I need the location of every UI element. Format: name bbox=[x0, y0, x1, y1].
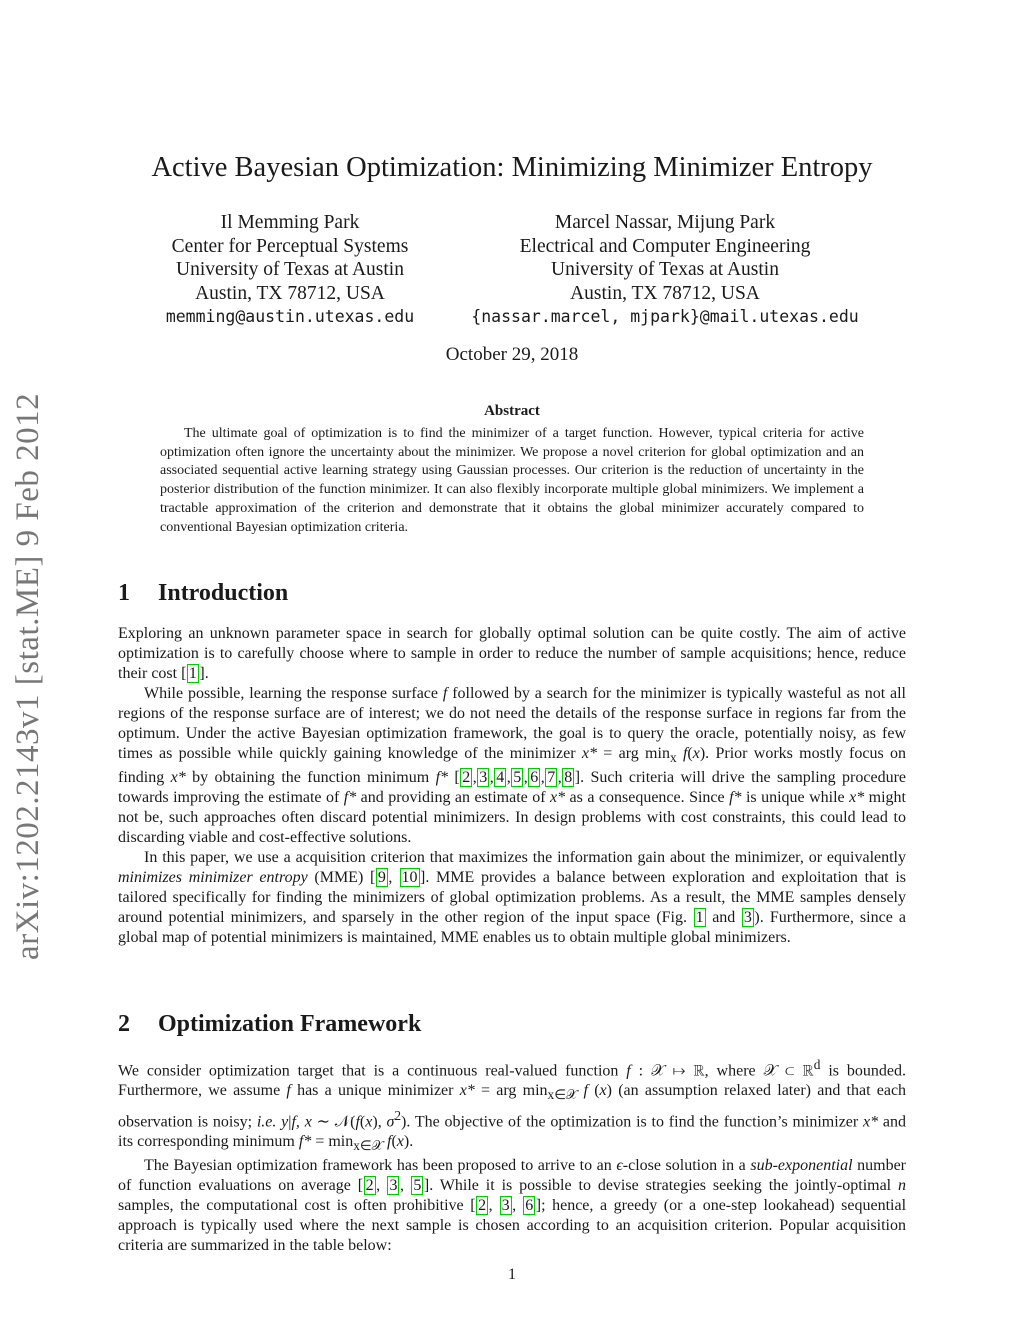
math-or-emphasis: x* bbox=[581, 745, 597, 762]
author-address: Austin, TX 78712, USA bbox=[195, 282, 385, 304]
subscript: x bbox=[669, 750, 677, 766]
superscript: 2 bbox=[394, 1107, 402, 1123]
author-department: Electrical and Computer Engineering bbox=[519, 235, 811, 257]
paragraph: We consider optimization target that is a continuous real-valued function f : 𝒳 ↦ ℝ, where 𝒳 ⊂ ℝ$^d$ is bounded. Furthermore, we assume f has a unique minimizer x* = arg $\min_{x\in 𝒳} f$ (x) (an assumption relaxed later) and that each observation is noisy; i.e. y|f, x ∼ 𝒩(f(x), $\sigma^2$). The objective of the optimization is to find the function’s minimizer x* and its corresponding minimum $f* = \min_{x\in 𝒳} f(x)$. bbox=[118, 1057, 907, 1154]
paper-date: October 29, 2018 bbox=[445, 344, 579, 365]
abstract-heading: Abstract bbox=[484, 403, 540, 419]
subscript: x∈𝒳 bbox=[547, 1087, 578, 1103]
citation-link[interactable]: 2 bbox=[365, 1177, 374, 1195]
author-block-2 bbox=[440, 211, 890, 329]
math-or-emphasis: f bbox=[355, 1112, 360, 1130]
math-or-emphasis: x* bbox=[459, 1082, 475, 1100]
author-university: University of Texas at Austin bbox=[176, 259, 404, 281]
math-or-emphasis: x* bbox=[863, 1112, 879, 1130]
paragraph: While possible, learning the response surface f followed by a search for the minimizer is typically wasteful as not all regions of the response surface are of interest; we do not need the details of the response surface in regions far from the optimum. Under the active Bayesian optimization framework, the goal is to query the oracle, potentially noisy, as few times as possible while quickly gaining knowledge of the minimizer x* = arg $\min_x f(x)$. Prior works mostly focus on finding x* by obtaining the function minimum f* [ 2 , 3 , 4 , 5 , 6 , 7 , 8 ]. Such criteria will drive the sampling procedure towards improving the estimate of f* and providing an estimate of x* as a consequence. Since f* is unique while x* might not be, such approaches often discard potential minimizers. In design problems with cost constraints, this could lead to discarding viable and cost-effective solutions. bbox=[118, 685, 907, 847]
math-or-emphasis: f* bbox=[343, 789, 357, 807]
citation-link[interactable]: 2 bbox=[462, 769, 471, 787]
paragraph: The Bayesian optimization framework has been proposed to arrive to an ϵ-close solution in a sub-exponential number of function evaluations on average [ 2 , 3 , 5 ]. While it is possible to devise strategies seeking the jointly-optimal n samples, the computational cost is often prohibitive [ 2 , 3 , 6 ]; hence, a greedy (or a one-step lookahead) sequential approach is typically used where the next sample is chosen according to an acquisition criterion. Popular acquisition criteria are summarized in the table below: bbox=[118, 1157, 907, 1255]
citation-link[interactable]: 3 bbox=[501, 1197, 510, 1215]
math-or-emphasis: n bbox=[898, 1177, 907, 1195]
citation-link[interactable]: 2 bbox=[478, 1197, 487, 1215]
math-or-emphasis: ϵ bbox=[616, 1157, 623, 1175]
author-name: Il Memming Park bbox=[220, 212, 360, 233]
section-number: 2 bbox=[118, 1011, 130, 1037]
superscript: d bbox=[813, 1057, 821, 1072]
section-heading-introduction bbox=[118, 580, 288, 607]
citation-link[interactable]: 7 bbox=[547, 769, 556, 787]
subscript: x∈𝒳 bbox=[353, 1138, 383, 1154]
math-or-emphasis: f, x bbox=[291, 1112, 312, 1130]
page-number: 1 bbox=[508, 1266, 516, 1283]
math-or-emphasis: f* bbox=[729, 789, 742, 807]
math-or-emphasis: f* bbox=[435, 769, 449, 787]
math-or-emphasis: sub-exponential bbox=[750, 1157, 853, 1175]
section-title: Optimization Framework bbox=[158, 1011, 422, 1037]
math-or-emphasis: x* bbox=[170, 769, 186, 787]
math-or-emphasis: f bbox=[286, 1082, 291, 1100]
citation-link[interactable]: 5 bbox=[513, 769, 522, 787]
math-or-emphasis: f bbox=[626, 1062, 631, 1080]
citation-link[interactable]: 1 bbox=[188, 665, 197, 682]
author-university: University of Texas at Austin bbox=[551, 259, 779, 281]
math-or-emphasis: x bbox=[365, 1112, 373, 1130]
author-department: Center for Perceptual Systems bbox=[171, 235, 409, 257]
math-or-emphasis: y bbox=[281, 1112, 289, 1130]
citation-link[interactable]: 3 bbox=[743, 909, 752, 927]
paper-title: Active Bayesian Optimization: Minimizing Minimizer Entropy bbox=[151, 152, 873, 183]
arxiv-identifier-stamp: arXiv:1202.2143v1 [stat.ME] 9 Feb 2012 bbox=[10, 392, 46, 960]
math-or-emphasis: σ bbox=[386, 1112, 395, 1130]
citation-link[interactable]: 4 bbox=[496, 769, 505, 787]
citation-link[interactable]: 5 bbox=[413, 1177, 422, 1195]
citation-link[interactable]: 1 bbox=[695, 909, 704, 927]
author-name: Marcel Nassar, Mijung Park bbox=[554, 212, 776, 233]
citation-link[interactable]: 9 bbox=[377, 869, 386, 887]
abstract-text: The ultimate goal of optimization is to find the minimizer of a target function. However, typical criteria for active optimization often ignore the uncertainty about the minimizer. We propose a novel criterion for global optimization and an associated sequential active learning strategy using Gaussian processes. Our criterion is the reduction of uncertainty in the posterior distribution of the function minimizer. It can also flexibly incorporate multiple global minimizers. We implement a tractable approximation of the criterion and demonstrate that it obtains the global minimizer accurately compared to conventional Bayesian optimization criteria. bbox=[160, 426, 864, 535]
author-block-1 bbox=[130, 211, 450, 329]
author-email: {nassar.marcel, mjpark}@mail.utexas.edu bbox=[471, 307, 859, 327]
section-heading-optimization-framework bbox=[118, 1011, 421, 1038]
math-or-emphasis: x bbox=[692, 745, 700, 762]
section-body-optimization-framework bbox=[118, 1055, 906, 1256]
math-or-emphasis: f bbox=[442, 685, 448, 702]
math-or-emphasis: x* bbox=[550, 789, 566, 807]
section-number: 1 bbox=[118, 580, 130, 606]
math-or-emphasis: f* bbox=[298, 1132, 312, 1150]
citation-link[interactable]: 6 bbox=[525, 1197, 534, 1215]
math-or-emphasis: f bbox=[583, 1082, 588, 1100]
section-body-introduction bbox=[118, 624, 906, 948]
paragraph: Exploring an unknown parameter space in search for globally optimal solution can be quite costly. The aim of active optimization is to carefully choose where to sample in order to reduce the number of sample acquisitions; hence, reduce their cost [ 1 ]. bbox=[118, 625, 906, 682]
paragraph: In this paper, we use a acquisition criterion that maximizes the information gain about the minimizer, or equivalently minimizes minimizer entropy (MME) [ 9 , 10 ]. MME provides a balance between exploration and exploitation that is tailored specifically for finding the minimizers of global optimization problems. As a result, the MME samples densely around potential minimizers, and sparsely in the other region of the input space (Fig. 1 and 3 ). Furthermore, since a global map of potential minimizers is maintained, MME enables us to obtain multiple global minimizers. bbox=[118, 849, 907, 947]
citation-link[interactable]: 10 bbox=[401, 869, 418, 887]
citation-link[interactable]: 3 bbox=[479, 769, 488, 787]
math-or-emphasis: minimizes minimizer entropy bbox=[118, 869, 308, 887]
math-or-emphasis: x bbox=[599, 1082, 607, 1100]
citation-link[interactable]: 6 bbox=[530, 769, 539, 787]
author-address: Austin, TX 78712, USA bbox=[570, 282, 760, 304]
math-or-emphasis: f bbox=[387, 1132, 392, 1150]
math-or-emphasis: x* bbox=[849, 789, 865, 807]
section-title: Introduction bbox=[158, 580, 289, 606]
math-or-emphasis: f bbox=[682, 745, 688, 762]
math-or-emphasis: x bbox=[396, 1132, 404, 1150]
math-or-emphasis: i.e. bbox=[256, 1112, 277, 1130]
citation-link[interactable]: 3 bbox=[389, 1177, 398, 1195]
citation-link[interactable]: 8 bbox=[564, 769, 573, 787]
author-email: memming@austin.utexas.edu bbox=[165, 307, 415, 327]
